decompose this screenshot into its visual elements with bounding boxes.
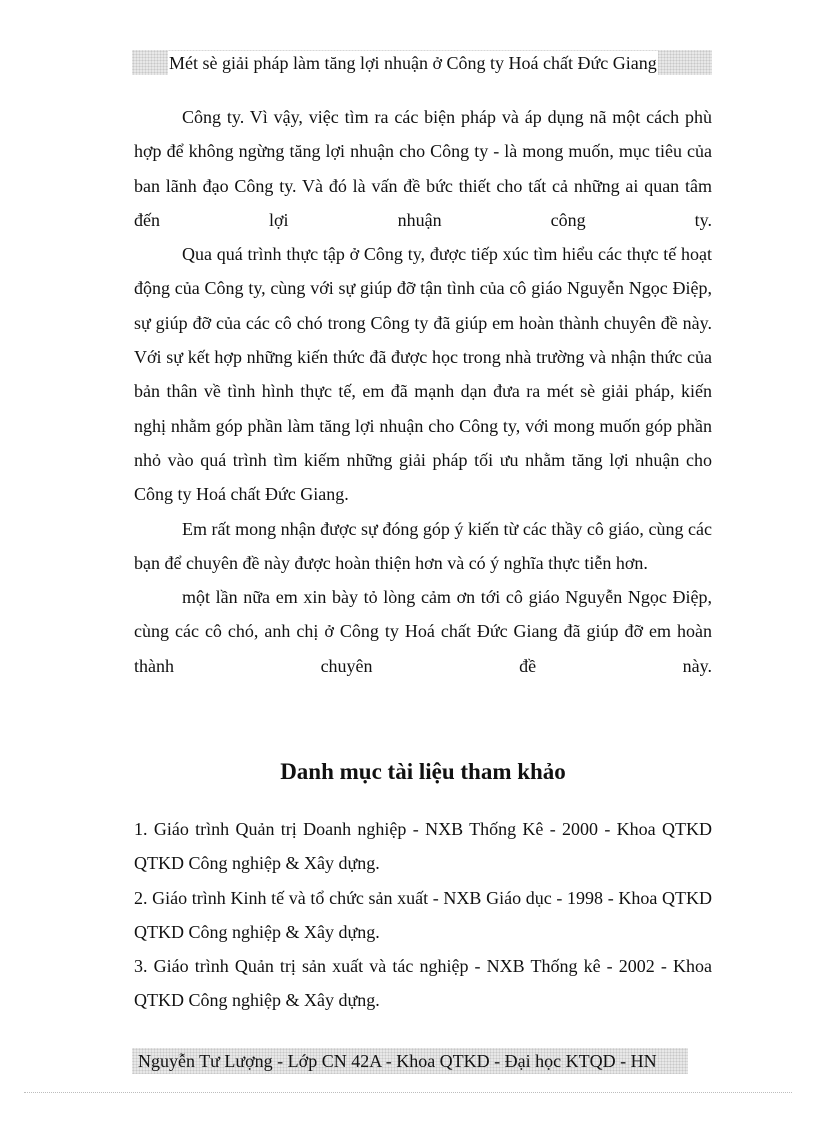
- references-heading: Danh mục tài liệu tham khảo: [280, 759, 566, 784]
- reference-item: 2. Giáo trình Kinh tế và tổ chức sản xuất - NXB Giáo dục - 1998 - Khoa QTKD QTKD Công nghiệp & Xây dựng.: [134, 887, 712, 942]
- body-text: [134, 100, 712, 683]
- page-footer-text: Nguyễn Tư Lượng - Lớp CN 42A - Khoa QTKD - Đại học KTQD - HN: [138, 1051, 657, 1071]
- paragraph-2: Qua quá trình thực tập ở Công ty, được tiếp xúc tìm hiểu các thực tế hoạt động của Công ty, cùng với sự giúp đỡ tận tình của cô giáo Nguyễn Ngọc Điệp, sự giúp đỡ của các cô chó trong Công ty đã giúp em hoàn thành chuyên đề này. Với sự kết hợp những kiến thức đã được học trong nhà trường và nhận thức của bản thân về tình hình thực tế, em đã mạnh dạn đưa ra mét sè giải pháp, kiến nghị nhằm góp phần làm tăng lợi nhuận cho Công ty, với mong muốn góp phần nhỏ vào quá trình tìm kiếm những giải pháp tối ưu nhằm tăng lợi nhuận cho Công ty Hoá chất Đức Giang.: [134, 244, 712, 505]
- paragraph-3: Em rất mong nhận được sự đóng góp ý kiến từ các thầy cô giáo, cùng các bạn để chuyên đề này được hoàn thiện hơn và có ý nghĩa thực tiễn hơn.: [134, 518, 712, 573]
- page-header-title: Mét sè giải pháp làm tăng lợi nhuận ở Công ty Hoá chất Đức Giang: [169, 53, 657, 73]
- paragraph-4: một lần nữa em xin bày tỏ lòng cảm ơn tới cô giáo Nguyễn Ngọc Điệp, cùng các cô chó, anh chị ở Công ty Hoá chất Đức Giang đã giúp đỡ em hoàn thành chuyên đề này.: [134, 587, 712, 676]
- references-list: [134, 812, 712, 1018]
- paragraph-1: Công ty. Vì vậy, việc tìm ra các biện pháp và áp dụng nã một cách phù hợp để không ngừng tăng lợi nhuận cho Công ty - là mong muốn, mục tiêu của ban lãnh đạo Công ty. Và đó là vấn đề bức thiết cho tất cả những ai quan tâm đến lợi nhuận công ty.: [134, 107, 712, 230]
- reference-item: 1. Giáo trình Quản trị Doanh nghiệp - NXB Thống Kê - 2000 - Khoa QTKD QTKD Công nghiệp & Xây dựng.: [134, 819, 712, 874]
- reference-item: 3. Giáo trình Quản trị sản xuất và tác nghiệp - NXB Thống kê - 2002 - Khoa QTKD Công nghiệp & Xây dựng.: [134, 956, 712, 1011]
- page-bottom-divider: [24, 1092, 792, 1093]
